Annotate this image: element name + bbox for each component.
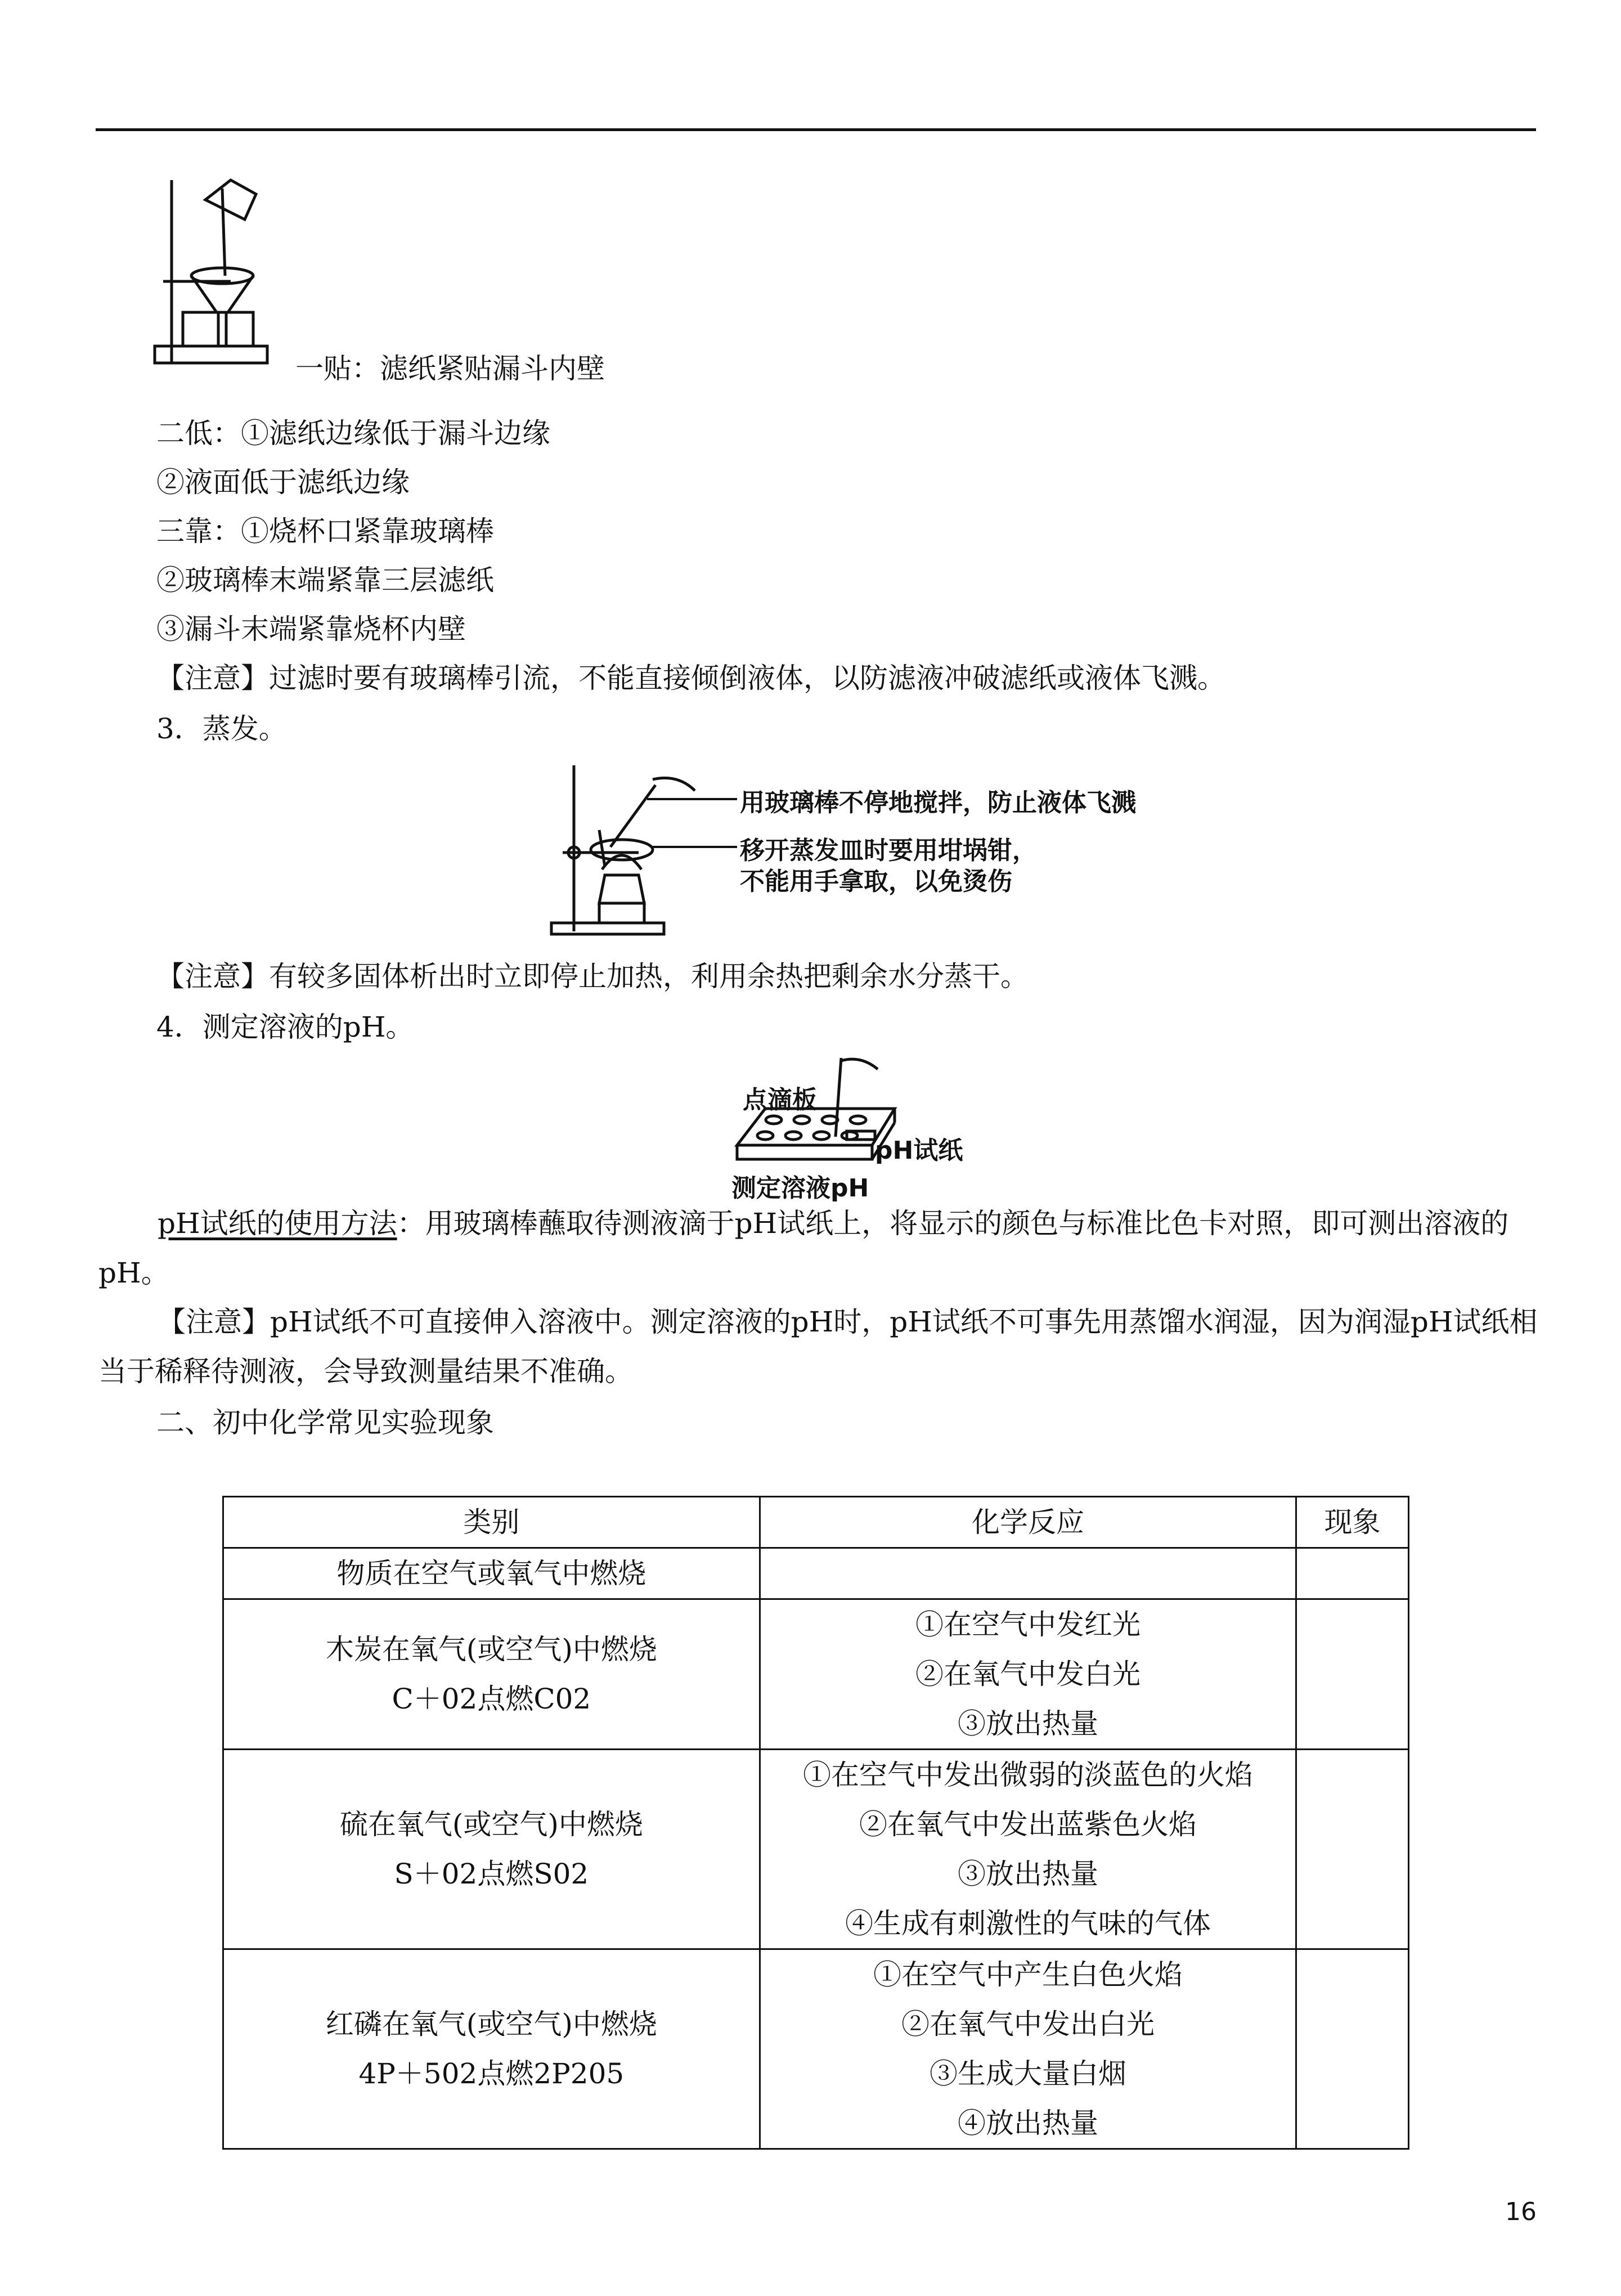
table-row: [223, 1949, 1409, 2149]
evaporate-note: 【注意】有较多固体析出时立即停止加热，利用余热把剩余水分蒸干。: [156, 960, 1029, 993]
row-equation: C＋02点燃C02: [392, 1683, 591, 1715]
ph-method-paragraph: [98, 1199, 1539, 1298]
phenomenon-item: ④放出热量: [957, 2107, 1098, 2140]
header-category: 类别: [223, 1497, 760, 1548]
phenomenon-item: ②在氧气中发出白光: [901, 2008, 1155, 2041]
evaporate-label-stir: 用玻璃棒不停地搅拌，防止液体飞溅: [740, 788, 1136, 817]
ph-method-text: ：用玻璃棒蘸取待测液滴于pH试纸上，将显示的颜色与标准比色卡对照，即可测出溶液的pH。: [98, 1207, 1509, 1289]
filter-yitie: 一贴：滤纸紧贴漏斗内壁: [295, 352, 605, 385]
section2-heading: 二、初中化学常见实验现象: [156, 1406, 494, 1439]
phenomenon-item: ④生成有刺激性的气味的气体: [845, 1907, 1211, 1940]
evaporation-leaders: [641, 782, 743, 861]
ph-method-title: pH试纸的使用方法: [158, 1207, 397, 1240]
table-row: [223, 1599, 1409, 1750]
filtration-figure: [152, 177, 276, 369]
evaporate-label-tongs-1: 移开蒸发皿时要用坩埚钳，: [740, 836, 1037, 865]
ph-label-plate: 点滴板: [743, 1086, 817, 1114]
table-group-row: [223, 1548, 1409, 1599]
ph-label-paper: pH试纸: [875, 1136, 963, 1165]
phenomenon-item: ③放出热量: [957, 1707, 1098, 1740]
phenomenon-item: ①在空气中发出微弱的淡蓝色的火焰: [802, 1759, 1253, 1791]
evaporate-heading: 3．蒸发。: [156, 712, 287, 745]
filter-line-1: 二低：①滤纸边缘低于漏斗边缘: [156, 417, 550, 450]
group-label: 物质在空气或氧气中燃烧: [223, 1548, 760, 1599]
filter-note: 【注意】过滤时要有玻璃棒引流，不能直接倾倒液体，以防滤液冲破滤纸或液体飞溅。: [156, 662, 1225, 694]
ph-heading: 4．测定溶液的pH。: [156, 1011, 414, 1043]
header-phenomenon: 现象: [1296, 1497, 1409, 1548]
ph-note: 【注意】pH试纸不可直接伸入溶液中。测定溶液的pH时，pH试纸不可事先用蒸馏水润湿，因为润湿pH试纸相当于稀释待测液，会导致测量结果不准确。: [98, 1306, 1538, 1388]
row-equation: 4P＋502点燃2P205: [358, 2057, 625, 2090]
filter-line-4: ②玻璃棒末端紧靠三层滤纸: [156, 564, 494, 597]
filter-line-3: 三靠：①烧杯口紧靠玻璃棒: [156, 515, 494, 548]
page-number: 16: [1505, 2198, 1537, 2226]
phenomenon-item: ①在空气中产生白色火焰: [873, 1958, 1183, 1991]
header-rule: [96, 128, 1536, 131]
row-name: 木炭在氧气(或空气)中燃烧: [325, 1633, 657, 1666]
filter-line-2: ②液面低于滤纸边缘: [156, 466, 410, 499]
row-name: 硫在氧气(或空气)中燃烧: [339, 1808, 643, 1841]
ph-label-caption: 测定溶液pH: [731, 1174, 869, 1203]
table-header-row: [223, 1497, 1409, 1548]
filter-line-5: ③漏斗末端紧靠烧杯内壁: [156, 613, 466, 645]
phenomenon-item: ③生成大量白烟: [929, 2057, 1126, 2090]
header-reaction: 化学反应: [760, 1497, 1296, 1548]
phenomenon-item: ②在氧气中发出蓝紫色火焰: [859, 1808, 1197, 1841]
evaporate-label-tongs-2: 不能用手拿取，以免烫伤: [740, 867, 1012, 896]
phenomenon-item: ③放出热量: [957, 1858, 1098, 1890]
phenomenon-item: ①在空气中发红光: [915, 1608, 1140, 1641]
row-equation: S＋02点燃S02: [394, 1858, 589, 1890]
row-name: 红磷在氧气(或空气)中燃烧: [325, 2008, 657, 2041]
table-row: [223, 1750, 1409, 1949]
experiment-table: [222, 1496, 1409, 2150]
phenomenon-item: ②在氧气中发白光: [915, 1658, 1140, 1690]
